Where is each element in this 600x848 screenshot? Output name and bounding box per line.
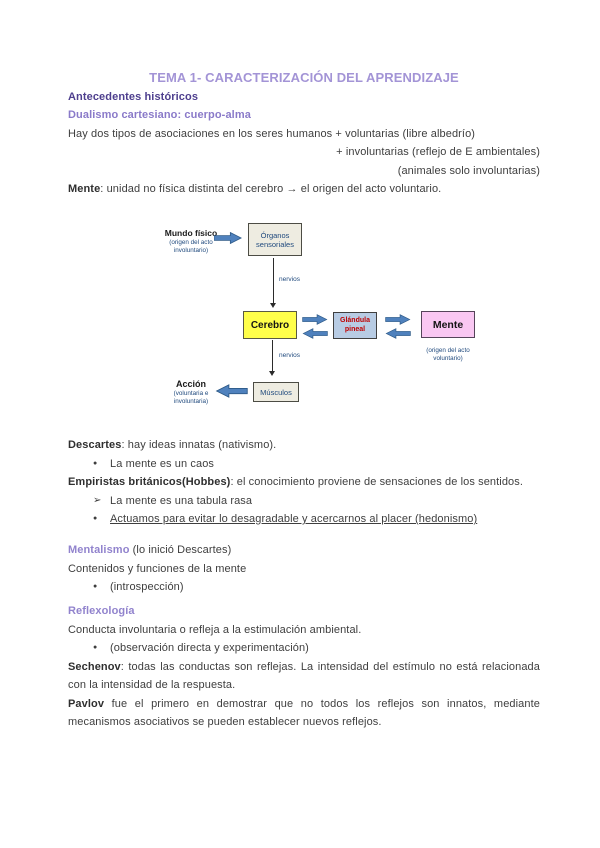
mentalismo-heading-line: Mentalismo (lo inició Descartes) xyxy=(68,544,232,556)
intro-line-1: Hay dos tipos de asociaciones en los seres humanos + voluntarias (libre albedrío) xyxy=(68,127,476,140)
intro-section xyxy=(68,69,540,199)
label-nervios-1: nervios xyxy=(279,276,300,283)
label-nervios-2: nervios xyxy=(279,352,300,359)
sechenov-paragraph: Sechenov: todas las conductas son reflejas. La intensidad del estímulo no está relacionada con la intensidad de la respuesta. xyxy=(68,660,540,691)
label-mente-sub: (origen del acto voluntario) xyxy=(426,347,470,362)
label-mundo-fisico: Mundo físico xyxy=(164,228,218,238)
bullet-dot-icon: ● xyxy=(93,515,98,522)
arrow-down-icon xyxy=(269,371,275,376)
descartes-line: Descartes: hay ideas innatas (nativismo). xyxy=(68,439,277,451)
arrow-left-icon xyxy=(301,328,329,339)
list-item: ● (introspección) xyxy=(68,578,540,597)
mente-term: Mente xyxy=(68,183,101,195)
arrowhead-bullet-icon: ➢ xyxy=(93,494,102,506)
arrow-right-icon xyxy=(384,314,412,325)
label-accion-sub: (voluntaria e involuntaria) xyxy=(173,390,209,405)
intro-line-3: (animales solo involuntarias) xyxy=(397,164,540,177)
list-item: ● La mente es un caos xyxy=(68,455,540,474)
descartes-section xyxy=(68,436,540,529)
descartes-dualism-diagram xyxy=(150,215,490,415)
arrow-right-icon xyxy=(301,314,329,325)
box-mente: Mente xyxy=(421,311,475,338)
connector-line-nervios-1 xyxy=(273,258,274,304)
reflexologia-line: Conducta involuntaria o refleja a la estimulación ambiental. xyxy=(68,623,362,636)
connector-line-nervios-2 xyxy=(272,340,273,372)
box-musculos: Músculos xyxy=(253,382,299,402)
box-cerebro: Cerebro xyxy=(243,311,297,339)
list-item: ● Actuamos para evitar lo desagradable y acercarnos al placer (hedonismo) xyxy=(68,510,540,529)
label-accion: Acción xyxy=(175,379,206,389)
intro-line-2: + involuntarias (reflejo de E ambientales) xyxy=(336,146,540,158)
list-item: ● (observación directa y experimentación) xyxy=(68,639,540,658)
bullet-dot-icon: ● xyxy=(93,644,98,651)
heading-dualismo: Dualismo cartesiano: cuerpo-alma xyxy=(68,109,251,121)
empiristas-line: Empiristas británicos(Hobbes): el conocimiento proviene de sensaciones de los sentidos. xyxy=(68,476,524,488)
document-title: TEMA 1- CARACTERIZACIÓN DEL APRENDIZAJE xyxy=(149,70,459,85)
bullet-dot-icon: ● xyxy=(93,583,98,590)
arrow-right-icon xyxy=(214,231,242,245)
heading-mentalismo: Mentalismo xyxy=(68,544,130,556)
box-glandula-pineal: Glándula pineal xyxy=(333,312,377,339)
reflexologia-section xyxy=(68,602,540,732)
heading-reflexologia: Reflexología xyxy=(68,605,135,617)
arrow-left-icon xyxy=(384,328,412,339)
pavlov-paragraph: Pavlov fue el primero en demostrar que no todos los reflejos son innatos, mediante mecanismos asociativos se pueden establecer nuevos reflejos. xyxy=(68,697,540,728)
mentalismo-section xyxy=(68,541,540,597)
heading-antecedentes: Antecedentes históricos xyxy=(68,90,199,103)
mente-definition: Mente: unidad no física distinta del cerebro → el origen del acto voluntario. xyxy=(68,183,442,195)
mentalismo-line: Contenidos y funciones de la mente xyxy=(68,562,247,575)
label-mundo-fisico-sub: (origen del acto involuntario) xyxy=(169,239,213,254)
arrow-down-icon xyxy=(270,303,276,308)
bullet-dot-icon: ● xyxy=(93,459,98,467)
list-item: ➢ La mente es una tabula rasa xyxy=(68,492,540,511)
box-organos-sensoriales: Órganos sensoriales xyxy=(248,223,302,256)
